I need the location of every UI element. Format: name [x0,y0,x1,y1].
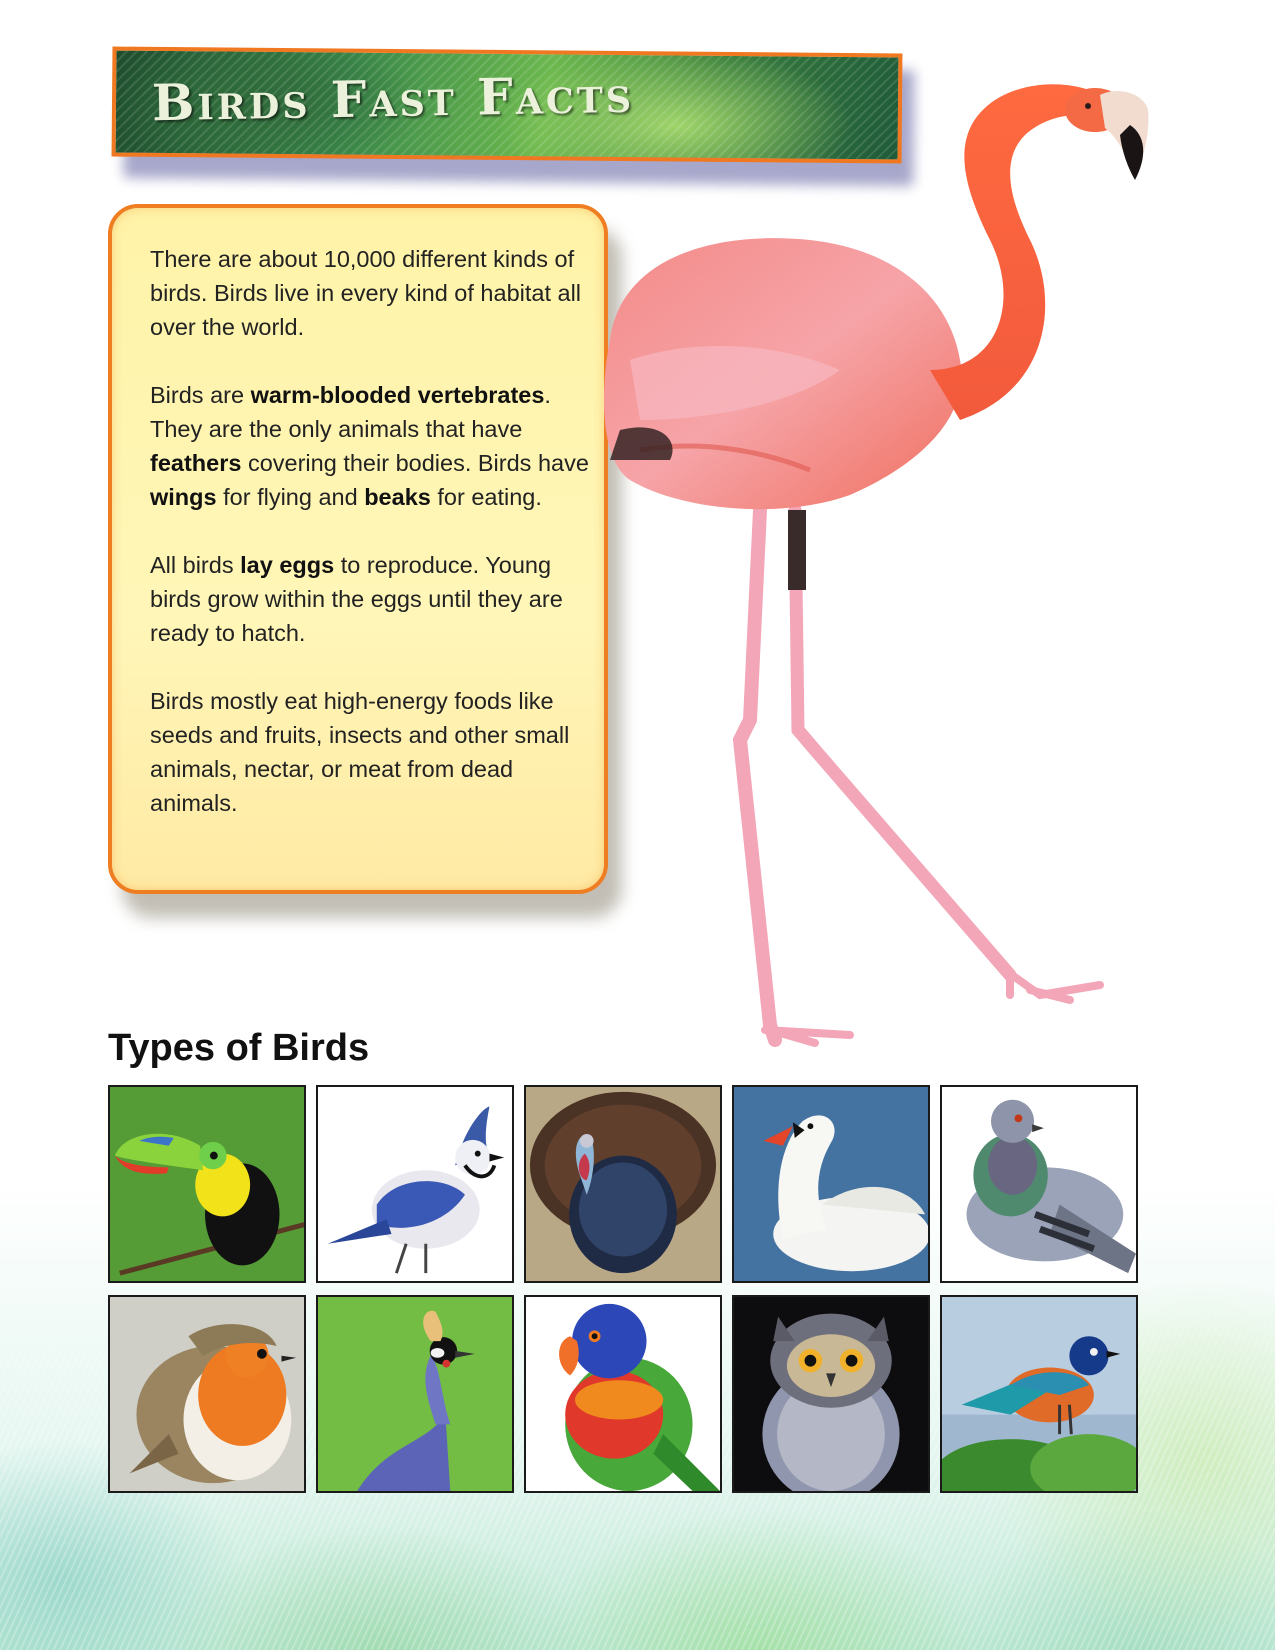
swan-image [734,1087,928,1281]
owl-image [734,1297,928,1491]
lorikeet-image [526,1297,720,1491]
term-warm-blooded: warm-blooded vertebrates [250,382,545,408]
bird-tile-toucan [108,1085,306,1283]
term-feathers: feathers [150,450,242,476]
bird-tile-lorikeet [524,1295,722,1493]
bird-tile-robin [108,1295,306,1493]
fact-box [108,204,608,894]
bird-tile-blue-jay [316,1085,514,1283]
term-lay-eggs: lay eggs [240,552,335,578]
fact-paragraph-1: There are about 10,000 different kinds of birds. Birds live in every kind of habitat all over the world. [150,246,582,340]
turkey-image [526,1087,720,1281]
bird-tile-owl [732,1295,930,1493]
fact-text [150,242,590,854]
pigeon-image [942,1087,1136,1281]
bird-tile-pigeon [940,1085,1138,1283]
toucan-image [110,1087,304,1281]
bird-tile-swan [732,1085,930,1283]
crowned-crane-image [318,1297,512,1491]
term-beaks: beaks [364,484,431,510]
fact-paragraph-4: Birds mostly eat high-energy foods like seeds and fruits, insects and other small animals, nectar, or meat from dead animals. [150,688,570,816]
fact-paragraph-3: All birds lay eggs to reproduce. Young birds grow within the eggs until they are ready to hatch. [150,552,563,646]
starling-image [942,1297,1136,1491]
bird-tile-starling [940,1295,1138,1493]
bird-tile-turkey [524,1085,722,1283]
page-title: Birds Fast Facts [151,64,635,133]
flamingo-image [600,40,1160,1070]
bird-tile-crowned-crane [316,1295,514,1493]
fact-paragraph-2: Birds are warm-blooded vertebrates. They are the only animals that have feathers covering their bodies. Birds have wings for flying and beaks for eating. [150,382,589,510]
term-wings: wings [150,484,217,510]
robin-image [110,1297,304,1491]
types-heading: Types of Birds [108,1027,370,1069]
blue-jay-image [318,1087,512,1281]
